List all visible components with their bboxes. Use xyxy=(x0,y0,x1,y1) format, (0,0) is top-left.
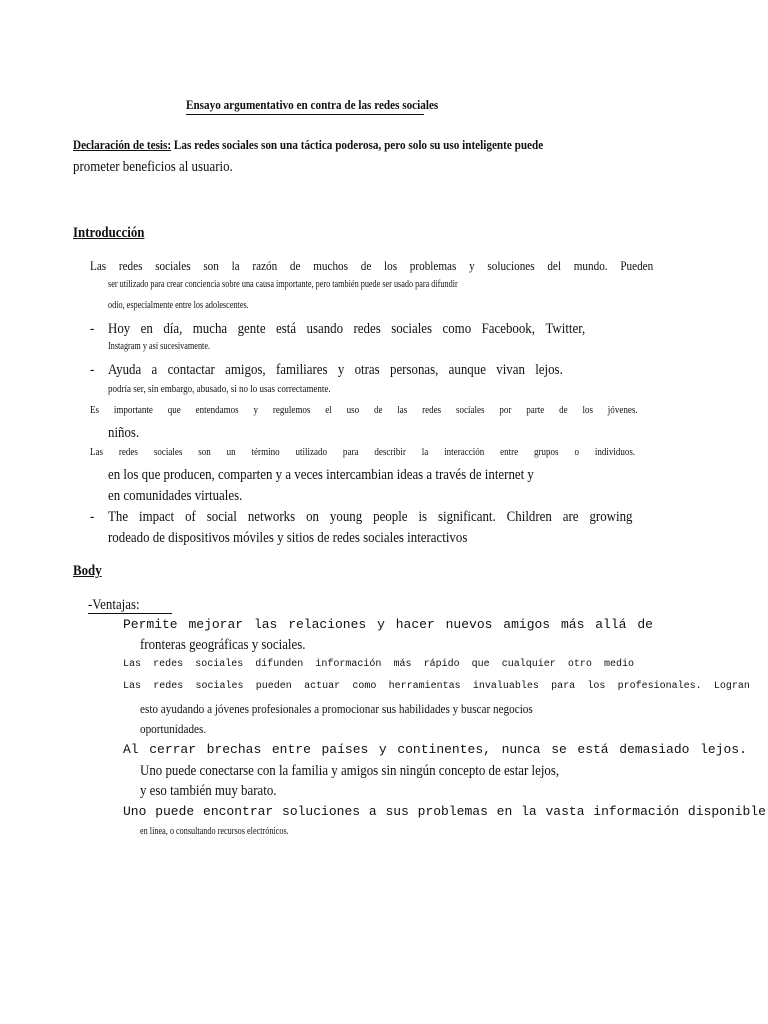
word: del xyxy=(547,258,562,273)
word: está xyxy=(275,321,297,337)
intro-bullet-2 xyxy=(108,363,563,378)
ventaja-5 xyxy=(123,805,766,818)
word: está xyxy=(577,742,609,757)
word: is xyxy=(418,509,428,525)
intro-bullet-2-line2: podría ser, sin embargo, abusado, si no lo usas correctamente. xyxy=(108,383,331,395)
word: en xyxy=(140,321,153,337)
word: problemas xyxy=(409,258,457,273)
word: grupos xyxy=(534,446,559,458)
word: mundo. xyxy=(573,258,608,273)
body-heading: Body xyxy=(73,563,102,579)
word: brechas xyxy=(206,742,262,757)
word: personas, xyxy=(389,362,439,378)
word: para xyxy=(551,681,576,692)
word: o xyxy=(574,446,579,458)
word: lejos. xyxy=(700,742,747,757)
word: por xyxy=(499,404,512,416)
word: describir xyxy=(374,446,406,458)
word: soluciones xyxy=(487,258,535,273)
word: social xyxy=(206,509,237,525)
thesis-text: Las redes sociales son una táctica poderosa, pero solo su uso inteligente puede xyxy=(173,137,544,152)
word: redes xyxy=(422,404,442,416)
word: término xyxy=(251,446,280,458)
ventajas-underline xyxy=(88,613,172,614)
word: actuar xyxy=(304,681,341,692)
word: aunque xyxy=(448,362,486,378)
word: en xyxy=(496,804,513,819)
intro-p1-line1 xyxy=(90,259,653,272)
word: sociales xyxy=(391,321,433,337)
thesis-label: Declaración de tesis: xyxy=(73,137,172,152)
word: encontrar xyxy=(203,804,274,819)
word: herramientas xyxy=(388,681,461,692)
word: de xyxy=(360,258,372,273)
word: mucha xyxy=(192,321,228,337)
ventaja-1 xyxy=(123,618,653,631)
word: interacción xyxy=(444,446,485,458)
ventaja-4-line2: Uno puede conectarse con la familia y amigos sin ningún concepto de estar lejos, xyxy=(140,763,560,779)
word: y xyxy=(253,404,259,416)
word: Permite xyxy=(123,617,178,632)
word: Facebook, xyxy=(481,321,535,337)
word: parte xyxy=(526,404,545,416)
essay-title: Ensayo argumentativo en contra de las redes sociales xyxy=(186,97,439,112)
word: disponible xyxy=(687,804,766,819)
word: más xyxy=(560,617,585,632)
word: la xyxy=(421,446,429,458)
word: Las xyxy=(123,659,142,670)
intro-bullet-1 xyxy=(108,322,585,337)
word: gente xyxy=(237,321,266,337)
word: growing xyxy=(589,509,633,525)
word: día, xyxy=(163,321,183,337)
ventaja-1-line2: fronteras geográficas y sociales. xyxy=(140,637,306,653)
word: Twitter, xyxy=(545,321,586,337)
word: rápido xyxy=(423,659,460,670)
word: Las xyxy=(123,681,142,692)
word: Es xyxy=(90,404,100,416)
word: las xyxy=(397,404,408,416)
word: redes xyxy=(118,258,143,273)
word: la xyxy=(231,258,240,273)
intro-heading: Introducción xyxy=(73,225,145,241)
word: soluciones xyxy=(282,804,361,819)
word: jóvenes. xyxy=(607,404,638,416)
intro-p3-line2: en los que producen, comparten y a veces intercambian ideas a través de internet y xyxy=(108,467,534,483)
bullet-dash-3: - xyxy=(90,509,95,525)
word: redes xyxy=(118,446,138,458)
word: entre xyxy=(500,446,519,458)
word: redes xyxy=(153,659,184,670)
word: la xyxy=(521,804,537,819)
word: usando xyxy=(306,321,344,337)
word: de xyxy=(373,404,383,416)
word: para xyxy=(342,446,359,458)
word: difunden xyxy=(255,659,304,670)
word: problemas xyxy=(417,804,488,819)
word: mejorar xyxy=(188,617,244,632)
word: Hoy xyxy=(108,321,131,337)
word: otro xyxy=(567,659,592,670)
word: puede xyxy=(155,804,195,819)
word: de xyxy=(559,404,568,416)
word: razón xyxy=(252,258,278,273)
word: contactar xyxy=(167,362,215,378)
word: sociales xyxy=(195,659,244,670)
word: medio xyxy=(603,659,634,670)
word: Pueden xyxy=(620,258,654,273)
word: y xyxy=(377,617,385,632)
word: a xyxy=(368,804,377,819)
ventajas-label: -Ventajas: xyxy=(88,597,140,613)
word: países xyxy=(321,742,369,757)
word: los xyxy=(587,681,606,692)
word: importante xyxy=(113,404,153,416)
word: son xyxy=(203,258,219,273)
ventaja-3 xyxy=(123,682,750,692)
word: continentes, xyxy=(397,742,491,757)
intro-bullet-3-line2: rodeado de dispositivos móviles y sitios de redes sociales interactivos xyxy=(108,530,468,546)
title-underline xyxy=(186,114,424,115)
word: nuevos xyxy=(445,617,493,632)
word: amigos, xyxy=(225,362,266,378)
word: los xyxy=(582,404,593,416)
word: redes xyxy=(353,321,381,337)
ventaja-5-line2: en línea, o consultando recursos electrónicos. xyxy=(140,826,289,837)
word: las xyxy=(253,617,278,632)
word: allá xyxy=(595,617,627,632)
word: son xyxy=(198,446,211,458)
word: los xyxy=(384,258,398,273)
word: y xyxy=(469,258,475,273)
word: sociales xyxy=(195,681,244,692)
word: información xyxy=(593,804,680,819)
word: sociales xyxy=(456,404,485,416)
word: uso xyxy=(346,404,360,416)
word: nunca xyxy=(501,742,541,757)
word: demasiado xyxy=(619,742,690,757)
word: sociales xyxy=(155,258,191,273)
word: entendamos xyxy=(195,404,239,416)
word: of xyxy=(185,509,196,525)
word: como xyxy=(352,681,377,692)
word: impact xyxy=(139,509,175,525)
bullet-dash-1: - xyxy=(90,321,95,337)
word: profesionales. xyxy=(617,681,702,692)
word: The xyxy=(108,509,129,525)
word: sus xyxy=(385,804,409,819)
word: entre xyxy=(271,742,311,757)
word: Children xyxy=(506,509,552,525)
intro-p2-line1 xyxy=(90,405,638,416)
word: a xyxy=(151,362,158,378)
word: cualquier xyxy=(501,659,556,670)
word: vasta xyxy=(545,804,585,819)
word: muchos xyxy=(313,258,349,273)
ventaja-4-line3: y eso también muy barato. xyxy=(140,783,277,799)
word: hacer xyxy=(395,617,435,632)
word: información xyxy=(315,659,382,670)
word: un xyxy=(226,446,236,458)
ventaja-3-line3: oportunidades. xyxy=(140,721,207,736)
word: se xyxy=(551,742,567,757)
word: de xyxy=(289,258,301,273)
word: relaciones xyxy=(288,617,367,632)
word: regulemos xyxy=(272,404,311,416)
intro-bullet-1-line2: Instagram y así sucesivamente. xyxy=(108,341,211,352)
word: el xyxy=(325,404,332,416)
thesis-line xyxy=(73,138,543,151)
word: más xyxy=(393,659,412,670)
word: lejos. xyxy=(535,362,563,378)
word: are xyxy=(562,509,579,525)
intro-p3-line3: en comunidades virtuales. xyxy=(108,488,243,504)
word: Las xyxy=(90,258,107,273)
word: que xyxy=(167,404,181,416)
word: young xyxy=(329,509,363,525)
word: como xyxy=(442,321,472,337)
word: cerrar xyxy=(149,742,197,757)
word: utilizado xyxy=(295,446,328,458)
ventaja-2 xyxy=(123,660,634,670)
intro-bullet-3 xyxy=(108,510,633,525)
word: invaluables xyxy=(472,681,539,692)
word: Las xyxy=(90,446,104,458)
word: pueden xyxy=(255,681,292,692)
intro-p2-line2: niños. xyxy=(108,425,140,441)
word: y xyxy=(378,742,387,757)
word: redes xyxy=(153,681,184,692)
word: networks xyxy=(247,509,296,525)
word: individuos. xyxy=(594,446,636,458)
word: significant. xyxy=(438,509,496,525)
word: on xyxy=(306,509,319,525)
word: amigos xyxy=(503,617,551,632)
word: Ayuda xyxy=(108,362,142,378)
word: people xyxy=(373,509,408,525)
intro-p1-line3: odio, especialmente entre los adolescentes. xyxy=(108,300,249,311)
bullet-dash-2: - xyxy=(90,362,95,378)
thesis-continuation: prometer beneficios al usuario. xyxy=(73,159,233,175)
word: de xyxy=(637,617,653,632)
word: y xyxy=(337,362,345,378)
word: Uno xyxy=(123,804,147,819)
word: vivan xyxy=(496,362,525,378)
intro-p1-line2: ser utilizado para crear conciencia sobre una causa importante, pero también puede ser usado para difundir xyxy=(108,279,458,290)
word: que xyxy=(471,659,490,670)
ventaja-3-line2: esto ayudando a jóvenes profesionales a promocionar sus habilidades y buscar negocios xyxy=(140,701,533,716)
word: Logran xyxy=(713,681,750,692)
ventaja-4 xyxy=(123,743,747,756)
word: sociales xyxy=(153,446,183,458)
word: otras xyxy=(354,362,380,378)
word: familiares xyxy=(275,362,328,378)
intro-p3-line1 xyxy=(90,447,635,458)
word: Al xyxy=(123,742,139,757)
